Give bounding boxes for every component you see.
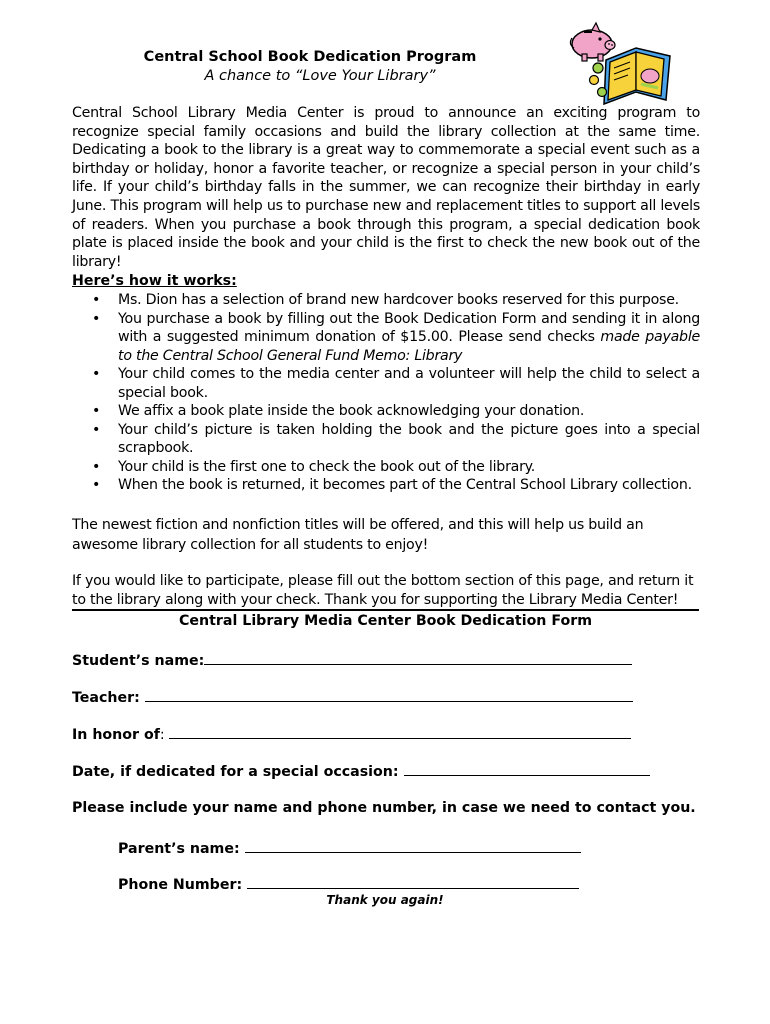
list-item: • You purchase a book by filling out the Book Dedication Form and sending it in along with a suggested minimum donation of $15.00. Please send checks made payable to the Central School General Fund Memo: Library	[92, 310, 700, 364]
date-input[interactable]	[404, 762, 650, 776]
teacher-input[interactable]	[145, 688, 633, 702]
phone-label: Phone Number:	[118, 877, 248, 893]
phone-input[interactable]	[247, 875, 579, 889]
section-divider	[72, 609, 699, 611]
date-label: Date, if dedicated for a special occasion:	[72, 764, 404, 780]
piggy-bank-icon	[570, 23, 615, 61]
piggy-bank-book-icon	[558, 18, 678, 113]
student-name-label: Student’s name:	[72, 653, 205, 669]
list-item: • We affix a book plate inside the book acknowledging your donation.	[92, 403, 585, 419]
teacher-label: Teacher:	[72, 690, 145, 706]
bullet-icon: •	[92, 292, 101, 308]
parent-name-label: Parent’s name:	[118, 841, 245, 857]
bullet-icon: •	[92, 421, 101, 438]
participate-paragraph: If you would like to participate, please fill out the bottom section of this page, and return it to the library along with your check. Thank you for supporting the Library Media Center!	[72, 573, 694, 608]
payable-to-note: made payable to the Central School General Fund Memo: Library	[118, 329, 700, 364]
form-title: Central Library Media Center Book Dedication Form	[178, 613, 592, 629]
honor-field: In honor of:	[72, 725, 631, 745]
page-subtitle: A chance to “Love Your Library”	[204, 68, 436, 84]
intro-paragraph: Central School Library Media Center is proud to announce an exciting program to recognize special family occasions and build the library collection at the same time. Dedicating a book to the library is a great way to commemorate a special event such as a birthday or holiday, honor a favorite teacher, or recognize a special person in your child’s life. If your child’s birthday falls in the summer, we can recognize their birthday in early June. This program will help us to purchase new and replacement titles to support all levels of readers. When you purchase a book through this program, a special dedication book plate is placed inside the book and your child is the first to check the new book out of the library!	[72, 105, 700, 270]
page-title: Central School Book Dedication Program	[143, 49, 477, 65]
bullet-icon: •	[92, 366, 101, 382]
bullet-icon: •	[92, 403, 101, 419]
list-item: • Your child is the first one to check the book out of the library.	[92, 458, 536, 475]
how-it-works-heading: Here’s how it works:	[72, 273, 237, 289]
how-it-works-list	[72, 291, 700, 495]
honor-label: In honor of	[72, 727, 160, 743]
date-field	[72, 762, 650, 782]
student-name-field	[72, 651, 632, 671]
teacher-field	[72, 688, 633, 708]
bullet-icon: •	[92, 458, 101, 475]
list-item: • Your child comes to the media center and a volunteer will help the child to select a special book.	[92, 366, 700, 401]
thank-you-note: Thank you again!	[326, 893, 444, 907]
list-item: • When the book is returned, it becomes part of the Central School Library collection.	[92, 477, 692, 493]
parent-name-input[interactable]	[245, 839, 581, 853]
contact-note: Please include your name and phone number, in case we need to contact you.	[72, 800, 696, 816]
open-book-icon	[604, 48, 670, 104]
bullet-icon: •	[92, 477, 101, 493]
list-item: • Your child’s picture is taken holding the book and the picture goes into a special scrapbook.	[92, 421, 700, 456]
bullet-icon: •	[92, 310, 101, 327]
student-name-input[interactable]	[204, 651, 632, 665]
parent-name-field	[118, 839, 581, 859]
offer-paragraph: The newest fiction and nonfiction titles will be offered, and this will help us build an awesome library collection for all students to enjoy!	[72, 517, 644, 553]
honor-input[interactable]	[169, 725, 631, 739]
coins-icon	[590, 63, 607, 97]
list-item: • Ms. Dion has a selection of brand new hardcover books reserved for this purpose.	[92, 292, 679, 308]
